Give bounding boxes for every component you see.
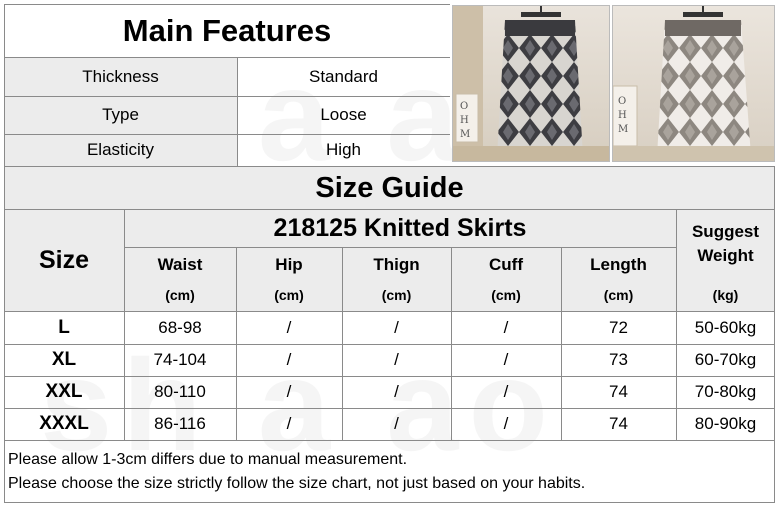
note-line: Please choose the size strictly follow the size chart, not just based on your habits. bbox=[8, 475, 586, 492]
column-unit: (cm) bbox=[491, 287, 521, 303]
size-cell: XXL bbox=[45, 381, 83, 402]
waist-cell: 86-116 bbox=[154, 414, 206, 433]
feature-value: High bbox=[326, 140, 361, 159]
hip-cell: / bbox=[286, 350, 292, 369]
column-header-cuff bbox=[451, 247, 561, 311]
thigh-cell: / bbox=[394, 382, 399, 401]
weight-header-line2: Weight bbox=[697, 246, 754, 265]
hip-cell: / bbox=[286, 317, 292, 337]
column-name: Length bbox=[590, 255, 647, 274]
product-photo-dark bbox=[452, 5, 610, 162]
tag-letter: O bbox=[618, 96, 627, 107]
waist-cell: 80-110 bbox=[154, 382, 206, 401]
product-name-header: 218125 Knitted Skirts bbox=[124, 209, 676, 247]
column-header-hip bbox=[236, 247, 342, 311]
tag-letter: H bbox=[618, 110, 627, 121]
column-unit: (cm) bbox=[274, 287, 304, 303]
notes-box bbox=[4, 441, 775, 503]
column-unit: (cm) bbox=[381, 287, 412, 303]
length-cell: 73 bbox=[609, 350, 628, 369]
tag-letter: O bbox=[460, 101, 469, 112]
product-photo-light bbox=[612, 5, 775, 162]
size-guide-title: Size Guide bbox=[4, 167, 775, 209]
skirt-dark-image bbox=[453, 6, 610, 162]
weight-cell: 50-60kg bbox=[694, 317, 757, 337]
column-header-length bbox=[561, 247, 676, 311]
tag-letter: M bbox=[618, 124, 629, 135]
thigh-cell: / bbox=[394, 317, 399, 337]
column-unit: (cm) bbox=[603, 287, 634, 303]
column-header-thigh bbox=[342, 247, 451, 311]
cuff-cell: / bbox=[503, 317, 509, 337]
weight-cell: 80-90kg bbox=[694, 414, 757, 433]
column-name: Hip bbox=[275, 255, 303, 274]
weight-cell: 70-80kg bbox=[694, 382, 757, 401]
feature-value: Loose bbox=[320, 105, 367, 124]
column-name: Thign bbox=[373, 255, 420, 274]
cuff-cell: / bbox=[503, 382, 509, 401]
column-unit: (cm) bbox=[165, 287, 195, 303]
feature-value: Standard bbox=[309, 66, 378, 86]
length-cell: 74 bbox=[609, 414, 628, 433]
feature-label: Thickness bbox=[4, 57, 237, 96]
length-cell: 74 bbox=[609, 382, 628, 401]
feature-label: Elasticity bbox=[4, 134, 237, 166]
hip-cell: / bbox=[286, 382, 292, 401]
waist-cell: 74-104 bbox=[153, 350, 207, 369]
column-header-waist bbox=[124, 247, 236, 311]
feature-label: Type bbox=[4, 96, 237, 134]
weight-header bbox=[676, 209, 775, 311]
length-cell: 72 bbox=[609, 317, 628, 337]
size-cell: XL bbox=[51, 349, 77, 370]
tag-letter: H bbox=[460, 115, 469, 126]
main-features-title: Main Features bbox=[122, 13, 332, 48]
size-cell: XXXL bbox=[39, 413, 89, 434]
cuff-cell: / bbox=[503, 414, 509, 433]
thigh-cell: / bbox=[394, 414, 399, 433]
thigh-cell: / bbox=[394, 350, 399, 369]
note-line: Please allow 1-3cm differs due to manual measurement. bbox=[8, 451, 408, 468]
size-cell: L bbox=[58, 316, 70, 338]
weight-unit: (kg) bbox=[712, 287, 739, 303]
weight-cell: 60-70kg bbox=[694, 350, 757, 369]
tag-letter: M bbox=[460, 129, 471, 140]
weight-header-line1: Suggest bbox=[691, 222, 760, 241]
skirt-light-image bbox=[613, 6, 775, 162]
cuff-cell: / bbox=[503, 350, 509, 369]
waist-cell: 68-98 bbox=[158, 317, 202, 337]
column-name: Waist bbox=[157, 255, 203, 274]
size-header: Size bbox=[4, 209, 124, 311]
column-name: Cuff bbox=[489, 255, 523, 274]
hip-cell: / bbox=[286, 414, 292, 433]
